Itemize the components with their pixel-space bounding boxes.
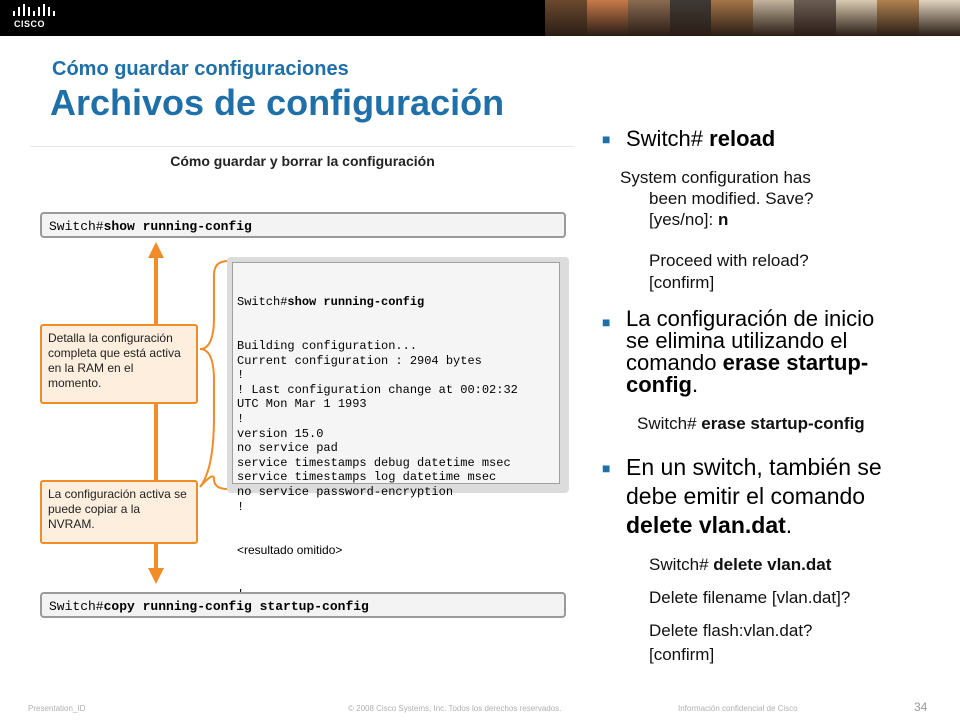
- console-line: version 15.0: [237, 426, 324, 441]
- console-line: !: [237, 499, 245, 514]
- console-line: service timestamps debug datetime msec: [237, 455, 511, 470]
- cisco-bars-icon: [12, 4, 58, 18]
- brace-icon: [198, 257, 230, 493]
- banner-photo: [670, 0, 712, 36]
- console-line: service timestamps log datetime msec: [237, 470, 497, 485]
- logo-text: CISCO: [14, 19, 46, 29]
- banner-photo: [836, 0, 878, 36]
- footer-confidential: Información confidencial de Cisco: [678, 704, 798, 713]
- console-panel: [227, 257, 569, 558]
- console-omitted: <resultado omitido>: [237, 543, 343, 558]
- cmd-text: show running-config: [103, 219, 252, 234]
- slide-title: Archivos de configuración: [50, 82, 505, 123]
- arrow-down-icon: [148, 568, 164, 584]
- diagram-caption: Cómo guardar y borrar la configuración: [170, 153, 435, 169]
- banner-photo: [545, 0, 587, 36]
- bullet-square-icon: ■: [602, 460, 611, 476]
- console-line: no service password-encryption: [237, 484, 454, 499]
- bullet-erase: La configuración de inicio se elimina utilizando el comando erase startup- config.: [626, 306, 875, 397]
- divider: [30, 146, 575, 147]
- arrow-up-shaft: [154, 256, 158, 324]
- page-number: 34: [914, 700, 928, 714]
- vlan-command-1: Switch# delete vlan.dat: [649, 555, 832, 574]
- banner-photo: [919, 0, 960, 36]
- bullet-square-icon: ■: [602, 131, 611, 147]
- config-diagram: [30, 146, 575, 636]
- reload-output-3: [yes/no]: n: [649, 210, 729, 229]
- nvram-note: La configuración activa se puede copiar a la NVRAM.: [40, 480, 198, 544]
- cisco-logo: [10, 4, 62, 32]
- cmd-prompt: Switch#: [49, 219, 104, 234]
- footer-presentation-id: Presentation_ID: [28, 704, 86, 713]
- console-lines: [237, 339, 555, 514]
- console-line: Current configuration : 2904 bytes: [237, 353, 482, 368]
- cmd-prompt: Switch#: [49, 599, 104, 614]
- vlan-command-3: Delete flash:vlan.dat?: [649, 621, 813, 640]
- banner-photo: [711, 0, 753, 36]
- console-line: ! Last configuration change at 00:02:32: [237, 382, 518, 397]
- erase-command: Switch# erase startup-config: [637, 414, 865, 433]
- footer-copyright: © 2008 Cisco Systems, Inc. Todos los derechos reservados.: [348, 704, 562, 713]
- reload-output-4: Proceed with reload?: [649, 251, 809, 270]
- banner-photo: [753, 0, 795, 36]
- slide-subtitle: Cómo guardar configuraciones: [52, 58, 349, 80]
- reload-output-1: System configuration has: [620, 168, 811, 187]
- bullet-reload: Switch# reload: [626, 126, 776, 151]
- reload-output-2: been modified. Save?: [649, 189, 814, 208]
- banner-photo: [877, 0, 919, 36]
- copy-running-config-box: [40, 592, 566, 618]
- banner-photo: [628, 0, 670, 36]
- banner-photo: [794, 0, 836, 36]
- vlan-command-4: [confirm]: [649, 645, 715, 664]
- top-banner: [0, 0, 960, 36]
- arrow-connector: [154, 404, 158, 480]
- reload-output-5: [confirm]: [649, 273, 715, 292]
- arrow-down-shaft: [154, 544, 158, 570]
- console-line: UTC Mon Mar 1 1993: [237, 397, 367, 412]
- bullet-vlan: En un switch, también se debe emitir el comando delete vlan.dat.: [626, 454, 882, 538]
- banner-photo: [587, 0, 629, 36]
- console-line: Building configuration...: [237, 338, 418, 353]
- console-line: !: [237, 368, 245, 383]
- console-command-line: Switch#show running-config: [237, 295, 425, 310]
- console-line: !: [237, 411, 245, 426]
- show-running-config-box: [40, 212, 566, 238]
- vlan-command-2: Delete filename [vlan.dat]?: [649, 588, 851, 607]
- console-output: [232, 262, 560, 558]
- cmd-text: copy running-config startup-config: [103, 599, 369, 614]
- bullet-square-icon: ■: [602, 314, 611, 330]
- console-line: no service pad: [237, 441, 338, 456]
- running-config-note: Detalla la configuración completa que está activa en la RAM en el momento.: [40, 324, 198, 404]
- banner-photos: [545, 0, 960, 36]
